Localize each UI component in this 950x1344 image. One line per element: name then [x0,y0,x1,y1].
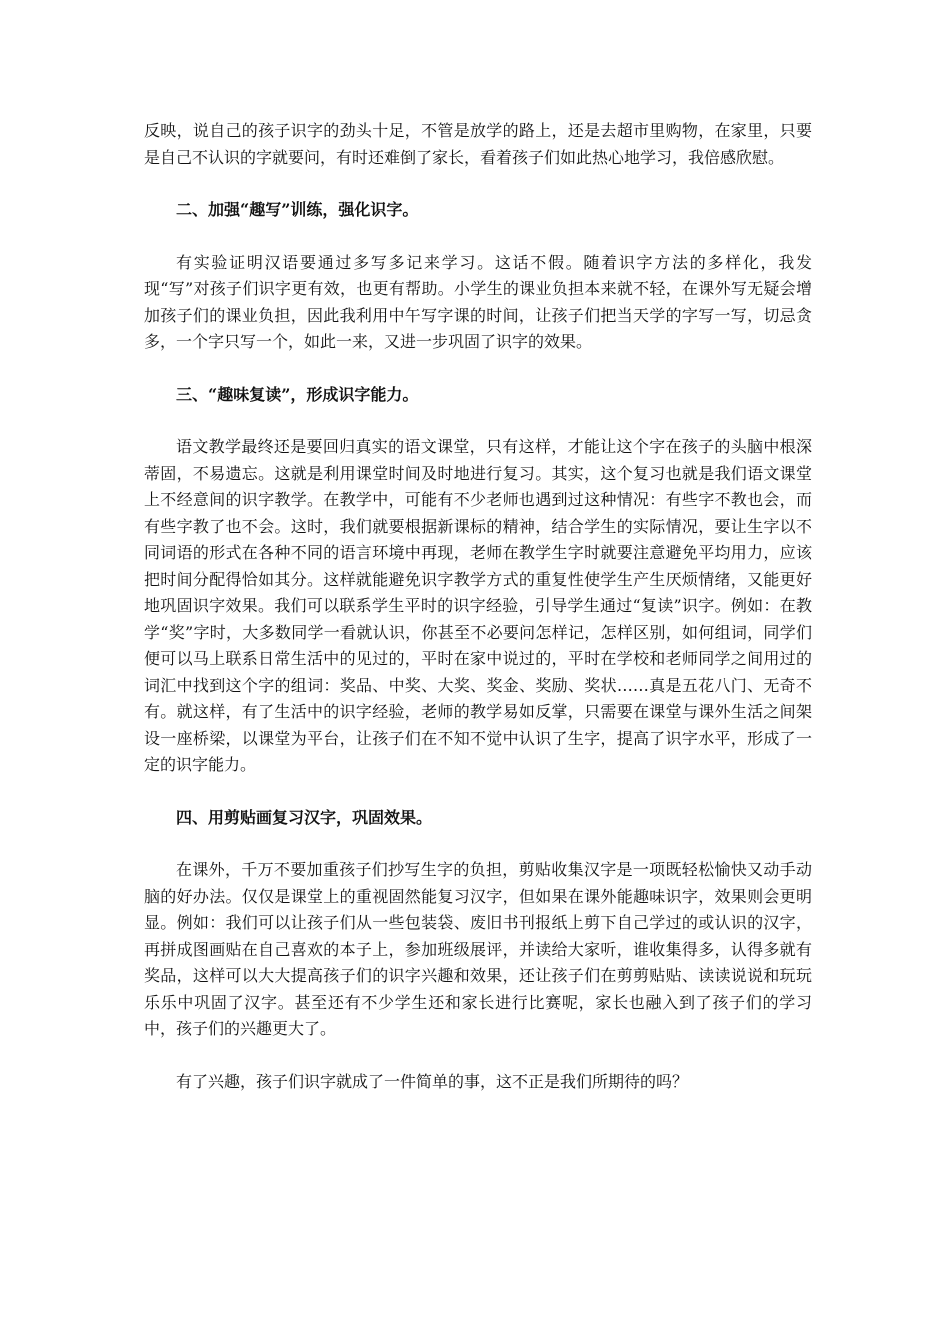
section-heading-4: 四、用剪贴画复习汉字，巩固效果。 [176,807,433,827]
paragraph-conclusion: 有了兴趣，孩子们识字就成了一件简单的事，这不正是我们所期待的吗？ [176,1071,689,1091]
paragraph-continuation: 反映，说自己的孩子识字的劲头十足，不管是放学的路上，还是去超市里购物，在家里，只要是自己不认识的字就要问，有时还难倒了家长，看着孩子们如此热心地学习，我倍感欣慰。 [144,121,812,167]
paragraph-section-2: 有实验证明汉语要通过多写多记来学习。这话不假。随着识字方法的多样化，我发现“写”对孩子们识字更有效，也更有帮助。小学生的课业负担本来就不轻，在课外写无疑会增加孩子们的课业负担，因此我利用中午写字课的时间，让孩子们把当天学的字写一写，切忌贪多，一个字只写一个，如此一来，又进一步巩固了识字的效果。 [144,252,812,351]
document-page [144,118,812,1095]
paragraph-section-4: 在课外，千万不要加重孩子们抄写生字的负担，剪贴收集汉字是一项既轻松愉快又动手动脑的好办法。仅仅是课堂上的重视固然能复习汉字，但如果在课外能趣味识字，效果则会更明显。例如：我们可以让孩子们从一些包装袋、废旧书刊报纸上剪下自己学过的或认识的汉字，再拼成图画贴在自己喜欢的本子上，参加班级展评，并读给大家听，谁收集得多，认得多就有奖品，这样可以大大提高孩子们的识字兴趣和效果，还让孩子们在剪剪贴贴、读读说说和玩玩乐乐中巩固了汉字。甚至还有不少学生还和家长进行比赛呢，家长也融入到了孩子们的学习中，孩子们的兴趣更大了。 [144,860,812,1038]
paragraph-section-3: 语文教学最终还是要回归真实的语文课堂，只有这样，才能让这个字在孩子的头脑中根深蒂固，不易遗忘。这就是利用课堂时间及时地进行复习。其实，这个复习也就是我们语文课堂上不经意间的识字教学。在教学中，可能有不少老师也遇到过这种情况：有些字不教也会，而有些字教了也不会。这时，我们就要根据新课标的精神，结合学生的实际情况，要让生字以不同词语的形式在各种不同的语言环境中再现，老师在教学生字时就要注意避免平均用力，应该把时间分配得恰如其分。这样就能避免识字教学方式的重复性使学生产生厌烦情绪，又能更好地巩固识字效果。我们可以联系学生平时的识字经验，引导学生通过“复读”识字。例如：在教学“奖”字时，大多数同学一看就认识，你甚至不必要问怎样记，怎样区别，如何组词，同学们便可以马上联系日常生活中的见过的，平时在家中说过的，平时在学校和老师同学之间用过的词汇中找到这个字的组词：奖品、中奖、大奖、奖金、奖励、奖状……真是五花八门、无奇不有。就这样，有了生活中的识字经验，老师的教学易如反掌，只需要在课堂与课外生活之间架设一座桥梁，以课堂为平台，让孩子们在不知不觉中认识了生字，提高了识字水平，形成了一定的识字能力。 [144,437,812,774]
section-heading-2: 二、加强“趣写”训练，强化识字。 [176,200,419,219]
section-heading-3: 三、“趣味复读”，形成识字能力。 [176,384,419,404]
